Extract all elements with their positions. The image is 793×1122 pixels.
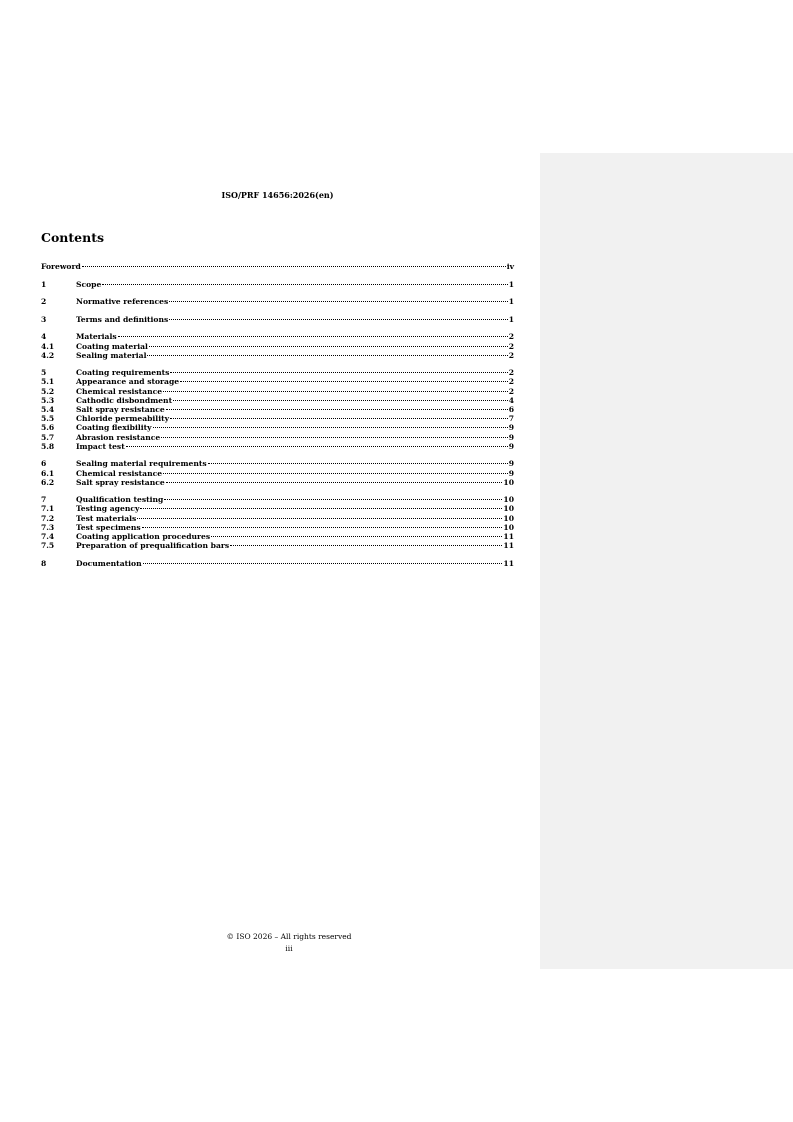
toc-entry-page: 6 <box>508 405 514 415</box>
toc-entry-number: 5.7 <box>41 432 55 442</box>
toc-entry[interactable] <box>41 405 514 414</box>
toc-dot-leader <box>147 355 507 356</box>
toc-entry-number: 3 <box>41 314 47 324</box>
toc-dot-leader <box>161 437 508 438</box>
toc-entry-title: Terms and definitions <box>76 314 169 324</box>
toc-entry[interactable] <box>41 297 514 306</box>
toc-entry[interactable] <box>41 541 514 550</box>
toc-dot-leader <box>153 427 508 428</box>
toc-entry-page: 2 <box>508 377 514 387</box>
toc-dot-leader <box>164 499 502 500</box>
toc-entry[interactable] <box>41 559 514 568</box>
toc-entry[interactable] <box>41 368 514 377</box>
toc-entry-page: 2 <box>508 332 514 342</box>
toc-entry-title: Materials <box>76 332 117 342</box>
toc-dot-leader <box>169 319 507 320</box>
toc-dot-leader <box>169 301 507 302</box>
toc-dot-leader <box>102 284 507 285</box>
toc-entry-number: 7.4 <box>41 532 55 542</box>
toc-entry[interactable] <box>41 396 514 405</box>
toc-entry-page: 2 <box>508 386 514 396</box>
toc-entry-title: Chloride permeability <box>76 414 169 424</box>
toc-entry-page: 9 <box>508 441 514 451</box>
toc-entry[interactable] <box>41 377 514 386</box>
toc-entry[interactable] <box>41 478 514 487</box>
toc-dot-leader <box>137 518 502 519</box>
toc-entry-number: 5.3 <box>41 395 55 405</box>
toc-entry-title: Salt spray resistance <box>76 405 165 415</box>
toc-entry-title: Abrasion resistance <box>76 432 161 442</box>
toc-entry-page: 11 <box>503 532 514 542</box>
toc-entry-page: 4 <box>508 395 514 405</box>
toc-entry-title: Coating material <box>76 341 148 351</box>
toc-entry-number: 4.2 <box>41 350 55 360</box>
toc-entry-page: 10 <box>503 477 514 487</box>
toc-entry-title: Documentation <box>76 558 142 568</box>
toc-entry-number: 5.8 <box>41 441 55 451</box>
toc-entry[interactable] <box>41 504 514 513</box>
toc-entry-number: 2 <box>41 297 47 307</box>
toc-entry-number: 4 <box>41 332 47 342</box>
toc-dot-leader <box>149 346 508 347</box>
toc-dot-leader <box>173 400 508 401</box>
toc-entry-number: 7.5 <box>41 541 55 551</box>
toc-dot-leader <box>163 391 508 392</box>
toc-entry-title: Normative references <box>76 297 169 307</box>
toc-entry[interactable] <box>41 351 514 360</box>
toc-dot-leader <box>166 482 503 483</box>
toc-entry-page: 10 <box>503 504 514 514</box>
toc-entry-number: 7 <box>41 495 47 505</box>
toc-entry[interactable] <box>41 459 514 468</box>
toc-entry-number: 5.1 <box>41 377 55 387</box>
toc-entry-title: Sealing material <box>76 350 147 360</box>
toc-entry-page: 9 <box>508 423 514 433</box>
toc-entry[interactable] <box>41 387 514 396</box>
toc-entry-title: Cathodic disbondment <box>76 395 173 405</box>
toc-entry-page: 11 <box>503 558 514 568</box>
toc-entry-title: Foreword <box>41 262 81 271</box>
document-header: ISO/PRF 14656:2026(en) <box>221 190 334 200</box>
toc-entry[interactable] <box>41 280 514 289</box>
toc-entry-title: Sealing material requirements <box>76 459 207 469</box>
toc-entry-page: 10 <box>503 522 514 532</box>
toc-dot-leader <box>82 266 506 267</box>
toc-entry-number: 5.4 <box>41 405 55 415</box>
toc-entry-title: Test materials <box>76 513 137 523</box>
toc-entry-title: Salt spray resistance <box>76 477 165 487</box>
toc-entry-number: 5.2 <box>41 386 55 396</box>
toc-entry-page: 9 <box>508 432 514 442</box>
toc-entry-page: 10 <box>503 495 514 505</box>
toc-entry-number: 7.2 <box>41 513 55 523</box>
toc-entry-page: 1 <box>508 279 514 289</box>
toc-entry-number: 5 <box>41 368 47 378</box>
toc-entry[interactable] <box>41 433 514 442</box>
contents-heading: Contents <box>41 230 105 245</box>
toc-entry-page: 9 <box>508 459 514 469</box>
toc-entry-title: Scope <box>76 279 102 289</box>
toc-entry-title: Chemical resistance <box>76 468 163 478</box>
toc-entry-title: Appearance and storage <box>76 377 180 387</box>
toc-entry-title: Qualification testing <box>76 495 164 505</box>
toc-dot-leader <box>230 545 502 546</box>
toc-entry-page: 2 <box>508 341 514 351</box>
toc-entry-title: Chemical resistance <box>76 386 163 396</box>
toc-entry-title: Test specimens <box>76 522 141 532</box>
toc-dot-leader <box>170 418 508 419</box>
toc-entry[interactable] <box>41 315 514 324</box>
table-of-contents <box>41 262 514 568</box>
toc-entry-number: 7.1 <box>41 504 55 514</box>
toc-dot-leader <box>143 563 503 564</box>
toc-entry-page: 9 <box>508 468 514 478</box>
footer-copyright: © ISO 2026 – All rights reserved <box>226 932 352 941</box>
toc-entry-title: Coating flexibility <box>76 423 152 433</box>
toc-dot-leader <box>140 508 502 509</box>
toc-entry-number: 6 <box>41 459 47 469</box>
toc-entry[interactable] <box>41 423 514 432</box>
toc-dot-leader <box>118 336 508 337</box>
toc-entry-page: 1 <box>508 297 514 307</box>
toc-entry[interactable] <box>41 414 514 423</box>
toc-entry-number: 4.1 <box>41 341 55 351</box>
toc-entry[interactable] <box>41 514 514 523</box>
toc-entry-page: 1 <box>508 314 514 324</box>
toc-entry-number: 6.1 <box>41 468 55 478</box>
toc-dot-leader <box>163 473 508 474</box>
toc-entry-number: 8 <box>41 558 47 568</box>
toc-entry-number: 1 <box>41 279 47 289</box>
toc-entry-title: Preparation of prequalification bars <box>76 541 230 551</box>
toc-entry[interactable] <box>41 342 514 351</box>
toc-entry-number: 5.6 <box>41 423 55 433</box>
toc-entry-page: 7 <box>508 414 514 424</box>
toc-dot-leader <box>180 381 508 382</box>
toc-entry[interactable] <box>41 262 514 271</box>
footer-page-number: iii <box>285 944 293 953</box>
toc-entry[interactable] <box>41 469 514 478</box>
toc-entry-page: iv <box>506 262 514 271</box>
toc-entry-title: Coating application procedures <box>76 532 211 542</box>
comment-pane <box>540 153 793 969</box>
toc-entry[interactable] <box>41 332 514 341</box>
toc-dot-leader <box>211 536 502 537</box>
toc-entry-title: Impact test <box>76 441 125 451</box>
toc-entry-title: Testing agency <box>76 504 140 514</box>
toc-entry-number: 5.5 <box>41 414 55 424</box>
toc-entry[interactable] <box>41 532 514 541</box>
toc-entry-number: 6.2 <box>41 477 55 487</box>
toc-entry-page: 2 <box>508 350 514 360</box>
toc-dot-leader <box>126 446 508 447</box>
toc-entry-page: 11 <box>503 541 514 551</box>
toc-entry[interactable] <box>41 495 514 504</box>
toc-entry[interactable] <box>41 523 514 532</box>
toc-entry-page: 2 <box>508 368 514 378</box>
toc-entry-page: 10 <box>503 513 514 523</box>
toc-dot-leader <box>142 527 503 528</box>
toc-entry-title: Coating requirements <box>76 368 170 378</box>
toc-entry-number: 7.3 <box>41 522 55 532</box>
toc-dot-leader <box>166 409 508 410</box>
toc-dot-leader <box>170 372 507 373</box>
toc-entry[interactable] <box>41 442 514 451</box>
toc-dot-leader <box>208 463 508 464</box>
